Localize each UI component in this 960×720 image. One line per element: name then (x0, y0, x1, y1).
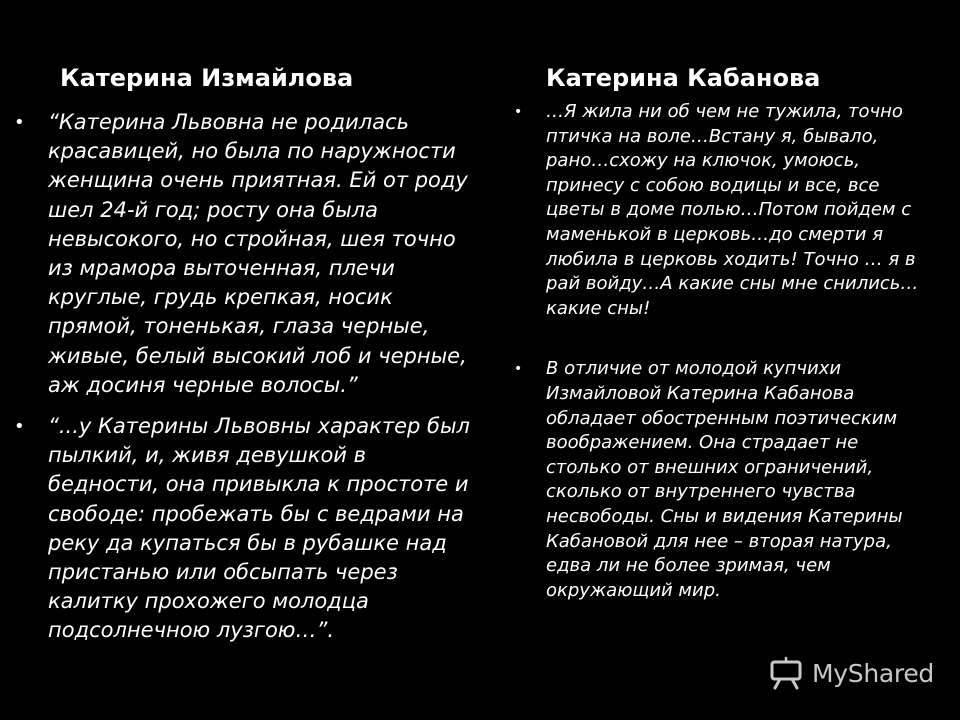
list-item-text: В отличие от молодой купчихи Измайловой Катерина Кабанова обладает обостренным поэтическим воображением. Она страдает не столько от внешних ограничений, сколько от внутреннего чувства несвободы. Сны и видения Катерины Кабановой для нее – вторая натура, едва ли не более зримая, чем окружающий мир. (546, 358, 903, 601)
bullet-icon: • (14, 416, 25, 438)
watermark-text: MyShared (812, 658, 934, 688)
list-item (512, 100, 932, 321)
list-item (512, 357, 932, 603)
left-column-heading: Катерина Измайлова (60, 64, 354, 92)
right-column-heading: Катерина Кабанова (546, 64, 821, 92)
left-column-list (14, 108, 474, 658)
bullet-icon: • (514, 104, 523, 120)
bullet-icon: • (14, 112, 25, 133)
list-item-text: …Я жила ни об чем не тужила, точно птичка на воле…Встану я, бывало, рано…схожу на ключок, умоюсь, принесу с собою водицы и все, все цветы в доме полью…Потом пойдем с маменькой в церковь…до смерти я любила в церковь ходить! Точно … я в рай войду…А какие сны мне снились…какие сны! (546, 101, 919, 319)
bullet-icon: • (514, 361, 523, 378)
right-column-list (512, 100, 932, 603)
list-item-text: “...у Катерины Львовны характер был пылкий, и, живя девушкой в бедности, она привыкла к простоте и свободе: пробежать бы с ведрами на реку да купаться бы в рубашке над пристанью или обсыпать через калитку прохожего молодца подсолнечною лузгою…”. (48, 414, 470, 643)
list-item-text: “Катерина Львовна не родилась красавицей, но была по наружности женщина очень приятная. Ей от роду шел 24-й год; росту она была невысокого, но стройная, шея точно из мрамора выточенная, плечи круглые, грудь крепкая, носик прямой, тоненькая, глаза черные, живые, белый высокий лоб и черные, аж досиня черные волосы.” (48, 110, 468, 397)
list-item (14, 108, 474, 400)
list-item (14, 412, 474, 646)
presentation-board-icon (768, 656, 804, 690)
watermark[interactable] (768, 656, 934, 690)
